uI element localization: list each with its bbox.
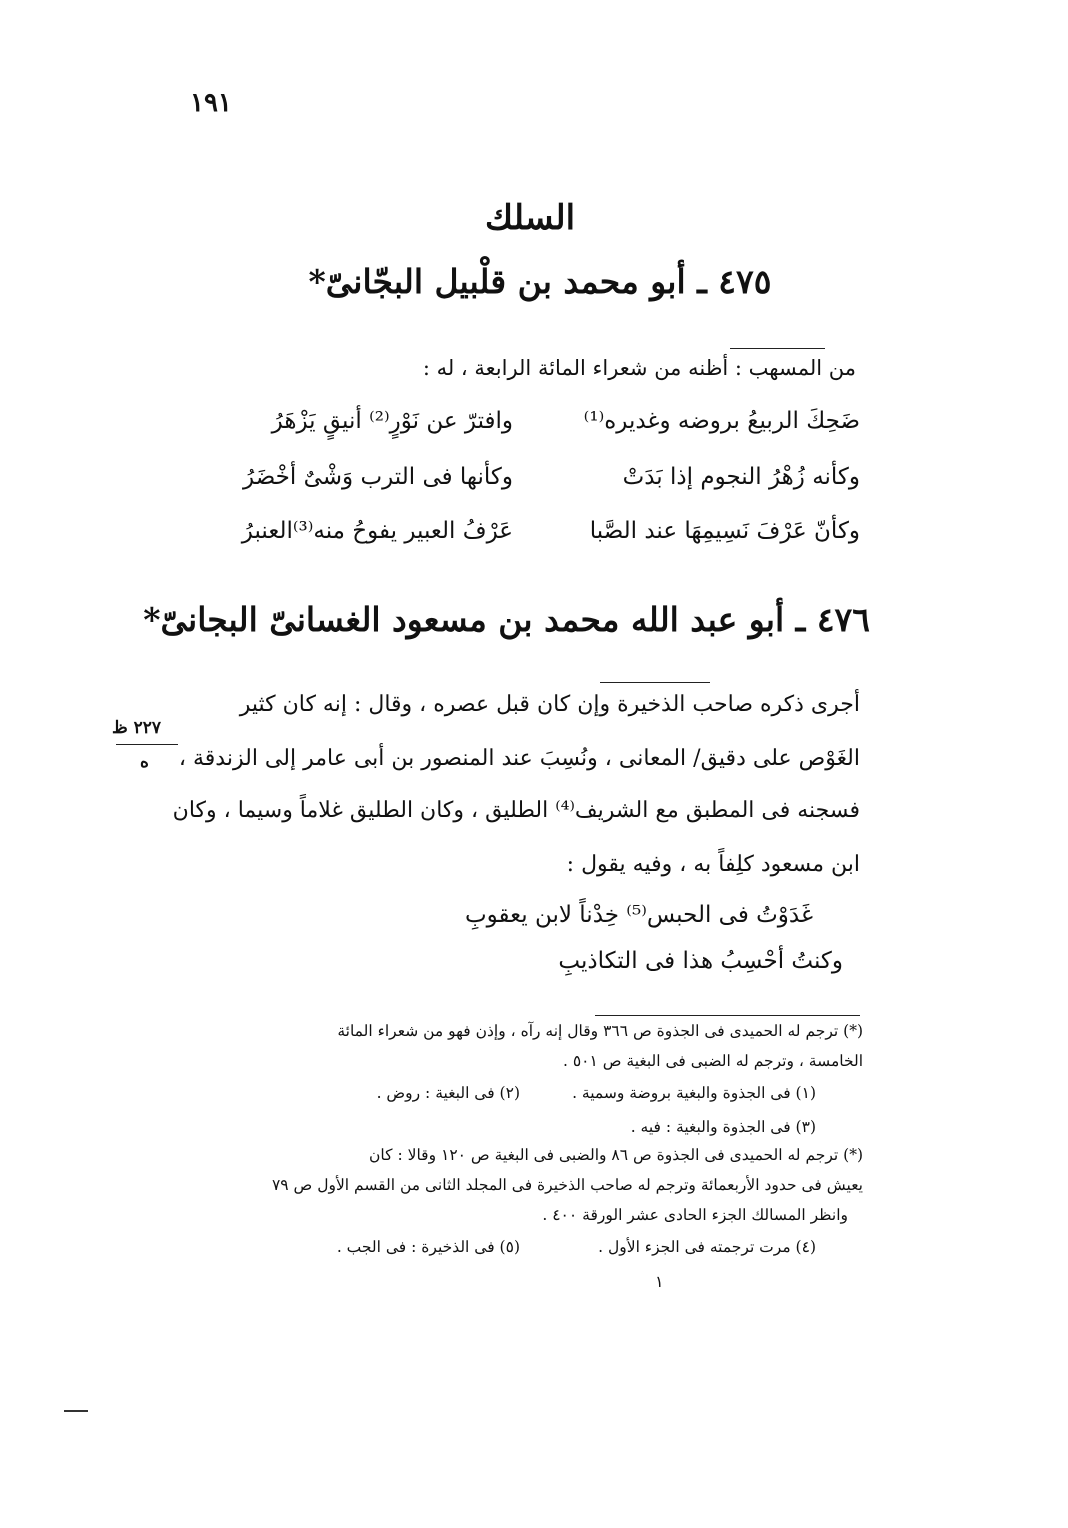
entry-475-intro: من المسهب : أظنه من شعراء المائة الرابعة ، له : bbox=[422, 356, 856, 380]
verse-2-second-hemistich: وكأنها فى الترب وَشْىٌ أخْضَرُ bbox=[243, 464, 513, 490]
footnote-line: (١) فى الجذوة والبغية بروضة وسمية . bbox=[572, 1084, 816, 1102]
footnote-line: (٣) فى الجذوة والبغية : فيه . bbox=[630, 1118, 816, 1136]
prose-line: فسجنه فى المطبق مع الشريف⁽⁴⁾ الطليق ، وكان الطليق غلاماً وسيما ، وكان bbox=[172, 798, 860, 823]
footnote-line: يعيش فى حدود الأربعمائة وترجم له صاحب الذخيرة فى المجلد الثانى من القسم الأول ص ٧٩ bbox=[271, 1176, 863, 1194]
prose-line: أجرى ذكره صاحب الذخيرة وإن كان قبل عصره ، وقال : إنه كان كثير bbox=[239, 692, 860, 717]
folio-rule bbox=[116, 744, 178, 745]
verse-1-first-hemistich: ضَحِكَ الربيعُ بروضه وغديره⁽¹⁾ bbox=[583, 408, 860, 434]
entry-476-heading: ٤٧٦ ـ أبو عبد الله محمد بن مسعود الغسانىّ البجانىّ* bbox=[143, 600, 870, 639]
folio-marker-side: ه bbox=[140, 752, 149, 772]
footnote-rule bbox=[595, 1015, 860, 1016]
section-title: السلك bbox=[484, 198, 576, 238]
footnote-line: (٥) فى الذخيرة : فى الجب . bbox=[336, 1238, 520, 1256]
verse-line: غَدَوْتُ فى الحبس⁽⁵⁾ خِدْناً لابن يعقوبِ bbox=[464, 902, 813, 928]
footnote-line: (٤) مرت ترجمته فى الجزء الأول . bbox=[598, 1238, 816, 1256]
verse-2-first-hemistich: وكأنه زُهْرُ النجوم إذا بَدَتْ bbox=[622, 464, 860, 490]
prose-line: ابن مسعود كلِفاً به ، وفيه يقول : bbox=[566, 852, 860, 877]
verse-1-second-hemistich: وافترّ عن نَوْرٍ⁽²⁾ أنيقٍ يَزْهَرُ bbox=[271, 408, 513, 434]
prose-line: الغَوْص على دقيق/ المعانى ، ونُسِبَ عند المنصور بن أبى عامر إلى الزندقة ، bbox=[178, 746, 860, 771]
folio-marker: ٢٢٧ ظ bbox=[112, 718, 162, 738]
footnote-line: (٢) فى البغية : روض . bbox=[376, 1084, 520, 1102]
footnote-line: (*) ترجم له الحميدى فى الجذوة ص ٣٦٦ وقال إنه رآه ، وإذن فهو من شعراء المائة bbox=[337, 1022, 863, 1040]
margin-mark bbox=[64, 1410, 88, 1412]
heading-rule bbox=[600, 682, 710, 683]
footnote-line: (*) ترجم له الحميدى فى الجذوة ص ٨٦ والضبى فى البغية ص ١٢٠ وقالا : كان bbox=[369, 1146, 863, 1164]
footnote-line: الخامسة ، وترجم له الضبى فى البغية ص ٥٠١ . bbox=[562, 1052, 863, 1070]
bottom-mark: ١ bbox=[655, 1272, 664, 1291]
heading-rule bbox=[730, 348, 825, 349]
entry-475-heading: ٤٧٥ ـ أبو محمد بن قلْبيل البجّانىّ* bbox=[308, 262, 772, 301]
verse-3-second-hemistich: عَرْفُ العبير يفوحُ منه⁽³⁾العنبرُ bbox=[241, 518, 513, 544]
footnote-line: وانظر المسالك الجزء الحادى عشر الورقة ٤٠٠ . bbox=[542, 1206, 848, 1224]
page-number: ١٩١ bbox=[190, 88, 232, 118]
verse-3-first-hemistich: وكأنّ عَرْفَ نَسِيمِهَا عند الصَّبا bbox=[589, 518, 860, 544]
verse-line: وكنتُ أحْسِبُ هذا فى التكاذيبِ bbox=[558, 948, 843, 974]
